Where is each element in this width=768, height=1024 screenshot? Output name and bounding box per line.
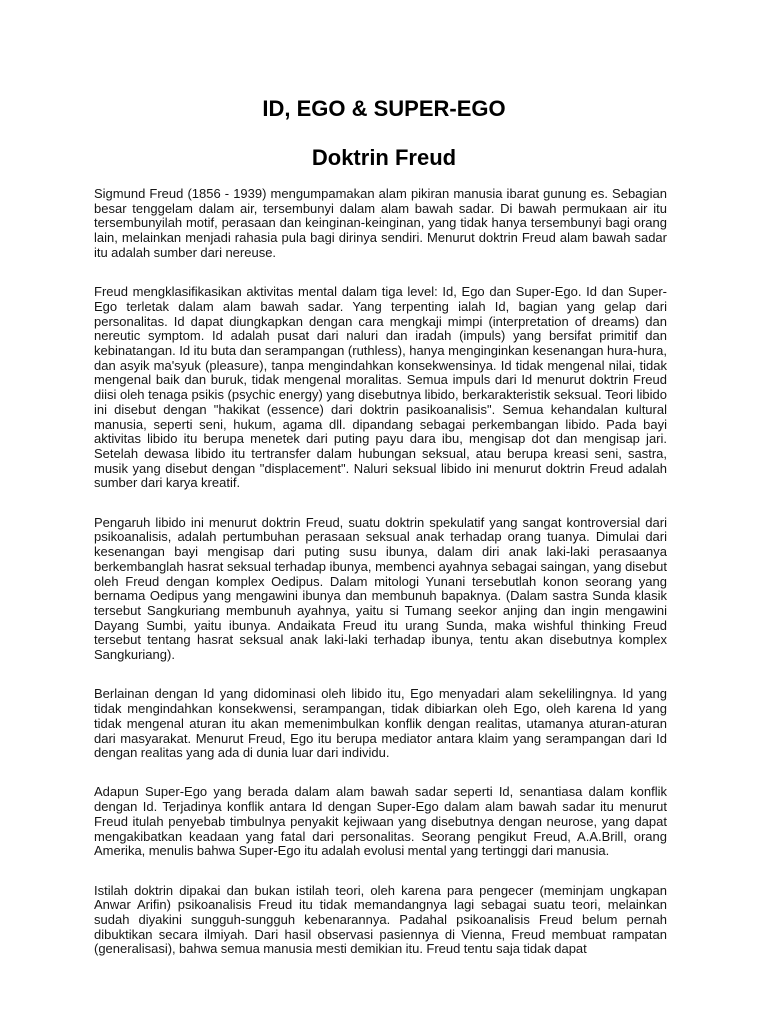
paragraph: Adapun Super-Ego yang berada dalam alam bawah sadar seperti Id, senantiasa dalam konflik dengan Id. Terjadinya konflik antara Id dengan Super-Ego dalam alam bawah sadar itu menurut Freud itulah penyebab timbulnya penyakit kejiwaan yang disebutnya dengan neurose, yang dapat mengakibatkan keadaan yang fatal dari personalitas. Seorang pengikut Freud, A.A.Brill, orang Amerika, menulis bahwa Super-Ego itu adalah evolusi mental yang tertinggi dari manusia. (94, 784, 667, 859)
document-body (94, 187, 667, 982)
paragraph: Pengaruh libido ini menurut doktrin Freud, suatu doktrin spekulatif yang sangat kontroversial dari psikoanalisis, adalah pertumbuhan perasaan seksual anak terhadap orang tuanya. Dimulai dari kesenangan bayi mengisap dari puting susu ibunya, dalam diri anak laki-laki perasaanya berkembanglah hasrat seksual terhadap ibunya, membenci ayahnya sebagai saingan, yang disebut oleh Freud dengan komplex Oedipus. Dalam mitologi Yunani tersebutlah konon seorang yang bernama Oedipus yang mengawini ibunya dan membunuh bapaknya. (Dalam sastra Sunda klasik tersebut Sangkuriang membunuh ayahnya, yaitu si Tumang seekor anjing dan ingin mengawini Dayang Sumbi, yaitu ibunya. Andaikata Freud itu urang Sunda, maka wishful thinking Freud tersebut tentang hasrat seksual anak laki-laki terhadap ibunya, tentu akan disebutnya komplex Sangkuriang). (94, 514, 667, 663)
page-subtitle: Doktrin Freud (311, 145, 457, 170)
paragraph: Freud mengklasifikasikan aktivitas mental dalam tiga level: Id, Ego dan Super-Ego. Id dan Super-Ego terletak dalam alam bawah sadar. Yang terpenting ialah Id, bagian yang gelap dari personalitas. Id dapat diungkapkan dengan cara mengkaji mimpi (interpretation of dreams) dan nereutic symptom. Id adalah pusat dari naluri dan iradah (impuls) yang bersifat primitif dan kebinatangan. Id itu buta dan serampangan (ruthless), hanya menginginkan kesenangan hura-hura, dan asyik ma'syuk (pleasure), tanpa mengindahkan konsekwensinya. Id tidak mengenal nilai, tidak mengenal baik dan buruk, tidak mengenal moralitas. Semua impuls dari Id menurut doktrin Freud diisi oleh tenaga psikis (psychic energy) yang disebutnya libido, berkarakteristik seksual. Teori libido ini disebut dengan "hakikat (essence) dari doktrin pasikoanalisis". Semua kehandalan kultural manusia, seperti seni, hukum, agama dll. dipandang sebagai perkembangan libido. Pada bayi aktivitas libido itu berupa menetek dari puting payu dara ibu, mengisap dot dan mengisap jari. Setelah dewasa libido itu tertransfer dalam hubungan seksual, atau berupa kreasi seni, sastra, musik yang disebut dengan "displacement". Naluri seksual libido ini menurut doktrin Freud adalah sumber dari karya kreatif. (94, 284, 667, 491)
page-title: ID, EGO & SUPER-EGO (262, 96, 506, 121)
paragraph: Istilah doktrin dipakai dan bukan istilah teori, oleh karena para pengecer (meminjam ungkapan Anwar Arifin) psikoanalisis Freud itu tidak memandangnya lagi sebagai suatu teori, melainkan sudah diyakini sungguh-sungguh kebenarannya. Padahal psikoanalisis Freud belum pernah dibuktikan secara ilmiyah. Dari hasil observasi pasiennya di Vienna, Freud membuat rampatan (generalisasi), bahwa semua manusia mesti demikian itu. Freud tentu saja tidak dapat (94, 882, 667, 957)
paragraph: Sigmund Freud (1856 - 1939) mengumpamakan alam pikiran manusia ibarat gunung es. Sebagian besar tenggelam dalam air, tersembunyi dalam alam bawah sadar. Di bawah permukaan air itu tersembunyilah motif, perasaan dan keinginan-keinginan, yang tidak hanya tersembunyi bagi orang lain, melainkan menjadi rahasia pula bagi dirinya sendiri. Menurut doktrin Freud alam bawah sadar itu adalah sumber dari nereuse. (94, 186, 667, 260)
paragraph: Berlainan dengan Id yang didominasi oleh libido itu, Ego menyadari alam sekelilingnya. Id yang tidak mengindahkan konsekwensi, serampangan, tidak dibiarkan oleh Ego, oleh karena Id yang tidak mengenal aturan itu akan memenimbulkan konflik dengan realitas, utamanya aturan-aturan dari masyarakat. Menurut Freud, Ego itu berupa mediator antara klaim yang serampangan dari Id dengan realitas yang ada di dunia luar dari individu. (94, 686, 667, 761)
